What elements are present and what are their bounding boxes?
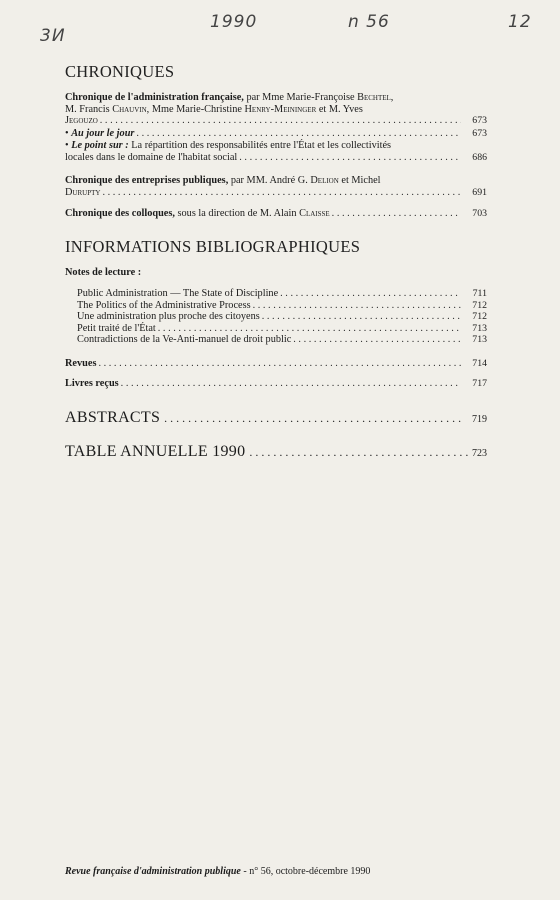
informations-section bbox=[65, 237, 487, 257]
toc-entry-colloques bbox=[65, 208, 487, 220]
toc-entry-point-sur bbox=[65, 140, 487, 163]
author-name: Claisse bbox=[299, 208, 330, 219]
entry-text: par MM. André G. bbox=[228, 175, 311, 186]
entry-text: locales dans le domaine de l'habitat social bbox=[65, 151, 238, 163]
entry-text: et Michel bbox=[338, 175, 381, 186]
page-number: 714 bbox=[472, 358, 487, 369]
leader-dots bbox=[158, 323, 461, 335]
entry-title: Chronique des entreprises publiques, bbox=[65, 175, 229, 186]
leader-dots bbox=[164, 411, 463, 426]
entry-text: par Mme Marie-Françoise bbox=[243, 92, 358, 103]
entry-title: Le point sur : bbox=[71, 140, 129, 151]
author-name: Bechtel, bbox=[357, 92, 394, 103]
section-heading-informations: INFORMATIONS BIBLIOGRAPHIQUES bbox=[65, 237, 361, 256]
leader-dots bbox=[332, 208, 461, 220]
page-number: 713 bbox=[472, 322, 487, 334]
list-item bbox=[65, 334, 487, 346]
entry-title: Chronique des colloques, bbox=[65, 208, 175, 219]
toc-entry-abstracts bbox=[65, 409, 487, 427]
author-name: Chauvin, bbox=[112, 103, 150, 115]
leader-dots bbox=[121, 378, 461, 390]
toc-entry-au-jour bbox=[65, 128, 487, 140]
section-heading-table-annuelle: TABLE ANNUELLE 1990 bbox=[65, 443, 246, 460]
entry-text: Mme Marie-Christine bbox=[149, 103, 245, 115]
entry-text: The Politics of the Administrative Process bbox=[77, 299, 251, 311]
entry-title: Au jour le jour bbox=[71, 128, 135, 139]
handwritten-note-right: 12 bbox=[508, 12, 532, 32]
footer-separator: - bbox=[240, 866, 250, 877]
page-number: 723 bbox=[472, 448, 487, 459]
entry-text: Petit traité de l'État bbox=[77, 322, 156, 334]
entry-text: et M. Yves bbox=[316, 103, 363, 115]
leader-dots bbox=[253, 300, 461, 312]
page-number: 712 bbox=[472, 311, 487, 323]
page-number: 686 bbox=[472, 151, 487, 163]
leader-dots bbox=[280, 288, 461, 300]
toc-entry-admin bbox=[65, 92, 487, 127]
handwritten-note-left: 3И bbox=[40, 26, 66, 46]
leader-dots bbox=[249, 445, 468, 460]
list-item bbox=[65, 300, 487, 312]
handwritten-note-number: n 56 bbox=[348, 12, 390, 32]
leader-dots bbox=[293, 334, 461, 346]
page-number: 691 bbox=[472, 186, 487, 198]
leader-dots bbox=[136, 128, 461, 140]
leader-dots bbox=[239, 152, 461, 164]
page-number: 717 bbox=[472, 378, 487, 389]
handwritten-note-year: 1990 bbox=[210, 12, 258, 32]
page-number: 711 bbox=[472, 288, 487, 299]
page-number: 703 bbox=[472, 208, 487, 219]
page-number: 713 bbox=[472, 334, 487, 346]
entry-text: La répartition des responsabilités entre l'État et les collectivités bbox=[128, 140, 392, 151]
page-number: 673 bbox=[472, 128, 487, 139]
leader-dots bbox=[102, 187, 461, 199]
bullet: • bbox=[65, 140, 69, 151]
notes-list bbox=[65, 288, 487, 346]
entry-text: sous la direction de M. Alain bbox=[174, 208, 300, 219]
issue-info: n° 56, octobre-décembre 1990 bbox=[249, 866, 371, 877]
leader-dots bbox=[100, 115, 461, 127]
entry-text: Contradictions de la Ve-Anti-manuel de droit public bbox=[77, 334, 292, 346]
author-name: Henry-Meininger bbox=[244, 103, 317, 115]
toc-entry-livres bbox=[65, 378, 487, 390]
list-item bbox=[65, 288, 487, 300]
section-heading-chroniques: CHRONIQUES bbox=[65, 62, 175, 81]
toc-entry-table-annuelle bbox=[65, 443, 487, 461]
notes-de-lecture-label: Notes de lecture : bbox=[65, 267, 142, 278]
section-heading-abstracts: ABSTRACTS bbox=[65, 409, 161, 426]
entry-text: Une administration plus proche des citoyens bbox=[77, 311, 260, 323]
notes-de-lecture-label-wrap bbox=[65, 267, 487, 279]
chroniques-section bbox=[65, 62, 487, 82]
author-name: Jegouzo bbox=[65, 115, 98, 127]
entry-title: Livres reçus bbox=[65, 378, 119, 389]
bullet: • bbox=[65, 128, 69, 139]
toc-entry-revues bbox=[65, 358, 487, 370]
list-item bbox=[65, 311, 487, 323]
page-number: 719 bbox=[472, 414, 487, 425]
leader-dots bbox=[262, 311, 461, 323]
author-name: Delion bbox=[310, 175, 339, 186]
page-number: 712 bbox=[472, 299, 487, 311]
author-name: Durupty bbox=[65, 186, 101, 198]
toc-entry-entreprises bbox=[65, 175, 487, 198]
list-item bbox=[65, 323, 487, 335]
leader-dots bbox=[98, 358, 461, 370]
entry-title: Chronique de l'administration française, bbox=[65, 92, 244, 103]
page-footer bbox=[65, 866, 370, 877]
page-number: 673 bbox=[472, 115, 487, 127]
journal-title: Revue française d'administration publique bbox=[65, 866, 241, 877]
entry-title: Revues bbox=[65, 358, 97, 369]
entry-text: M. Francis bbox=[65, 103, 113, 115]
entry-text: Public Administration — The State of Discipline bbox=[77, 288, 279, 299]
